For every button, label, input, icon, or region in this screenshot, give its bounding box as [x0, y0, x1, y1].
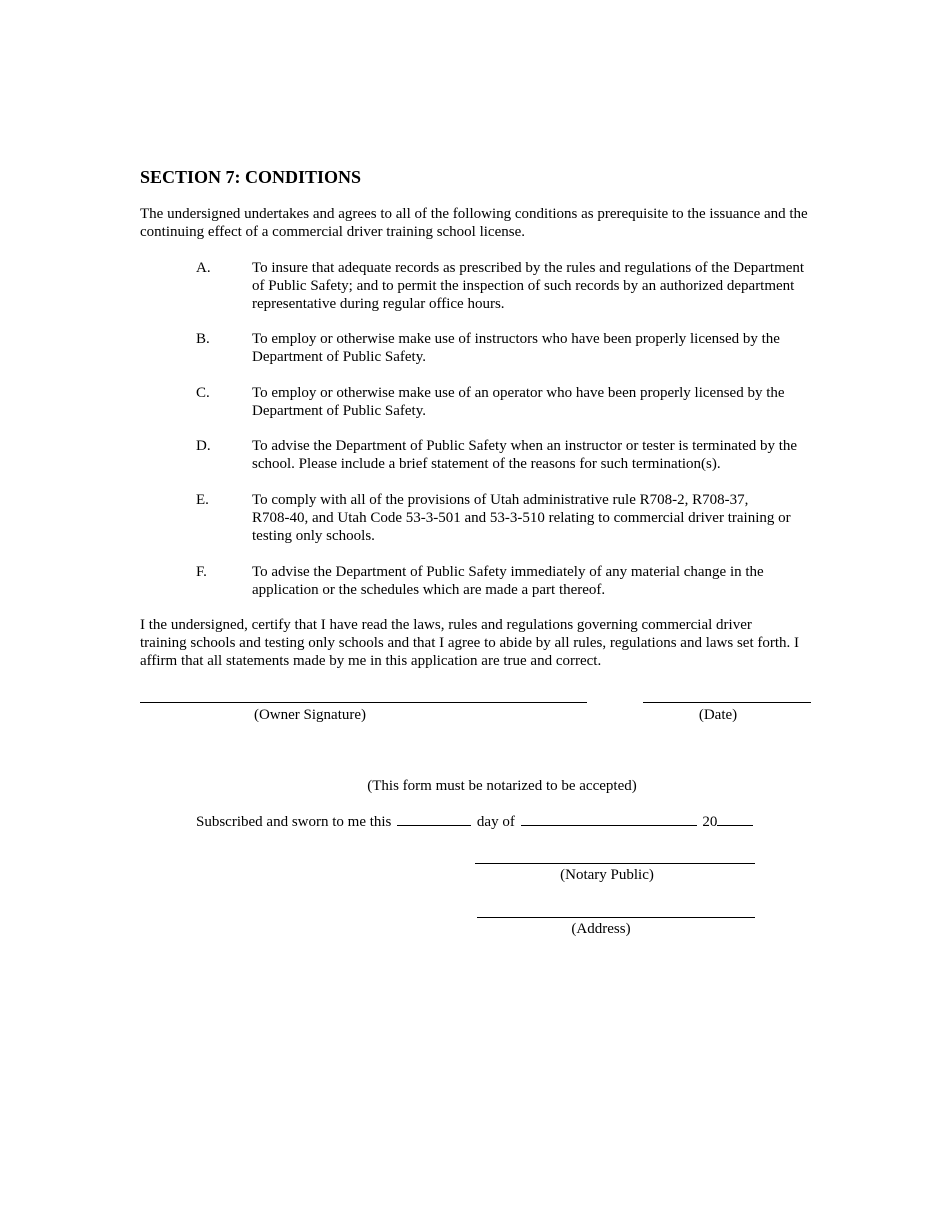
date-label: (Date)	[698, 707, 738, 723]
sworn-statement	[196, 811, 755, 831]
condition-letter: D.	[196, 438, 211, 454]
notary-notice: (This form must be notarized to be accepted)	[367, 778, 637, 794]
day-blank[interactable]	[397, 811, 471, 826]
year-prefix: 20	[702, 814, 718, 830]
condition-text: To advise the Department of Public Safety immediately of any material change in the application or the schedules which are made a part thereof.	[252, 564, 764, 598]
notary-public-label: (Notary Public)	[560, 867, 654, 883]
notary-public-line[interactable]	[475, 863, 755, 864]
section-title: SECTION 7: CONDITIONS	[140, 167, 362, 187]
condition-text: To insure that adequate records as prescribed by the rules and regulations of the Department of Public Safety; and to permit the inspection of such records by an authorized department representative during regular office hours.	[252, 260, 805, 312]
day-of-text: day of	[476, 814, 515, 830]
year-blank[interactable]	[717, 811, 753, 826]
condition-letter: A.	[196, 260, 211, 276]
condition-letter: C.	[196, 385, 210, 401]
condition-text: To comply with all of the provisions of Utah administrative rule R708-2, R708-37, R708-40, and Utah Code 53-3-501 and 53-3-510 relating to commercial driver training or testing only schools.	[252, 492, 791, 544]
sworn-prefix: Subscribed and sworn to me this	[196, 814, 392, 830]
condition-letter: F.	[196, 564, 207, 580]
condition-text: To employ or otherwise make use of an operator who have been properly licensed by the Department of Public Safety.	[252, 385, 785, 419]
address-label: (Address)	[571, 921, 631, 937]
owner-signature-line[interactable]	[140, 702, 587, 703]
owner-signature-label: (Owner Signature)	[253, 707, 367, 723]
condition-letter: E.	[196, 492, 209, 508]
condition-text: To advise the Department of Public Safety when an instructor or tester is terminated by the school. Please include a brief statement of the reasons for such termination(s).	[252, 438, 798, 472]
condition-letter: B.	[196, 331, 210, 347]
address-line[interactable]	[477, 917, 755, 918]
month-blank[interactable]	[521, 811, 697, 826]
certification-paragraph: I the undersigned, certify that I have read the laws, rules and regulations governing commercial driver training schools and testing only schools and that I agree to abide by all rules, regulations and laws set forth. I affirm that all statements made by me in this application are true and correct.	[140, 617, 800, 669]
date-line[interactable]	[643, 702, 811, 703]
intro-paragraph: The undersigned undertakes and agrees to all of the following conditions as prerequisite to the issuance and the continuing effect of a commercial driver training school license.	[140, 206, 808, 240]
condition-text: To employ or otherwise make use of instructors who have been properly licensed by the Department of Public Safety.	[252, 331, 780, 365]
